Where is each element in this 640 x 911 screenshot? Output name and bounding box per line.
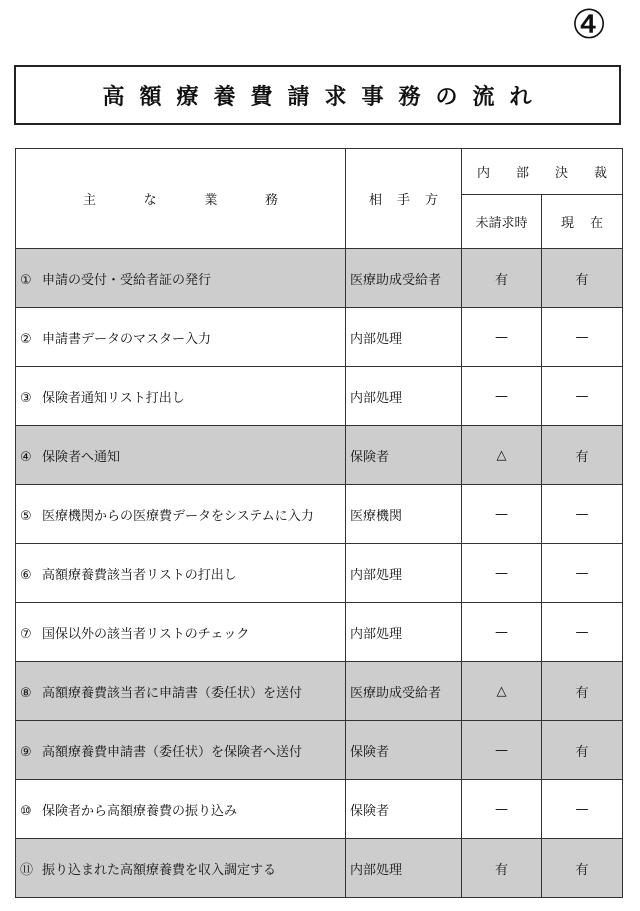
row-number: ⑦: [20, 626, 32, 642]
header-current-char: 在: [589, 216, 603, 231]
task-text: 国保以外の該当者リストのチェック: [42, 626, 250, 642]
row-number: ⑨: [20, 744, 32, 760]
current-cell: 有: [542, 721, 623, 780]
partner-cell: 保険者: [346, 426, 462, 485]
title-box: [14, 65, 621, 125]
header-partner-char: 手: [396, 193, 410, 208]
header-task-char: 業: [204, 193, 218, 208]
task-text: 保険者通知リスト打出し: [42, 390, 185, 406]
partner-cell: 医療助成受給者: [346, 249, 462, 308]
partner-cell: 保険者: [346, 780, 462, 839]
unbilled-cell: —: [462, 367, 542, 426]
task-cell: [16, 721, 346, 780]
row-number: ②: [20, 331, 32, 347]
current-cell: 有: [542, 249, 623, 308]
header-partner-char: 方: [424, 193, 438, 208]
partner-cell: 医療機関: [346, 485, 462, 544]
task-cell: [16, 485, 346, 544]
unbilled-cell: —: [462, 308, 542, 367]
task-cell: [16, 426, 346, 485]
page-title: 高額療養費請求事務の流れ: [102, 84, 547, 110]
partner-cell: 内部処理: [346, 603, 462, 662]
task-cell: [16, 662, 346, 721]
unbilled-cell: —: [462, 603, 542, 662]
current-cell: 有: [542, 839, 623, 898]
task-text: 保険者へ通知: [42, 449, 121, 465]
task-cell: [16, 603, 346, 662]
task-text: 申請書データのマスター入力: [42, 331, 212, 347]
task-cell: [16, 839, 346, 898]
row-number: ①: [20, 272, 32, 288]
partner-cell: 保険者: [346, 721, 462, 780]
partner-cell: 内部処理: [346, 839, 462, 898]
row-number: ⑤: [20, 508, 32, 524]
workflow-table: [15, 148, 623, 898]
current-cell: —: [542, 780, 623, 839]
table-row: [16, 780, 623, 839]
task-text: 保険者から高額療養費の振り込み: [42, 803, 238, 819]
row-number: ④: [20, 449, 32, 465]
header-partner: [346, 149, 462, 249]
table-row: [16, 721, 623, 780]
header-task-char: 務: [264, 193, 278, 208]
header-internal-char: 内: [477, 166, 491, 181]
unbilled-cell: 有: [462, 249, 542, 308]
page-number: ④: [571, 2, 607, 48]
table-row: [16, 603, 623, 662]
task-text: 医療機関からの医療費データをシステムに入力: [42, 508, 314, 524]
task-text: 振り込まれた高額療養費を収入調定する: [42, 862, 277, 878]
unbilled-cell: —: [462, 780, 542, 839]
unbilled-cell: —: [462, 721, 542, 780]
partner-cell: 内部処理: [346, 544, 462, 603]
current-cell: —: [542, 485, 623, 544]
table-row: [16, 249, 623, 308]
current-cell: —: [542, 308, 623, 367]
unbilled-cell: 有: [462, 839, 542, 898]
unbilled-cell: —: [462, 544, 542, 603]
partner-cell: 内部処理: [346, 367, 462, 426]
current-cell: —: [542, 603, 623, 662]
row-number: ⑧: [20, 685, 32, 701]
row-number: ⑪: [20, 862, 34, 878]
unbilled-cell: △: [462, 426, 542, 485]
task-cell: [16, 780, 346, 839]
task-text: 高額療養費申請書（委任状）を保険者へ送付: [42, 744, 303, 760]
partner-cell: 内部処理: [346, 308, 462, 367]
row-number: ③: [20, 390, 32, 406]
unbilled-cell: —: [462, 485, 542, 544]
header-internal-char: 決: [554, 166, 568, 181]
row-number: ⑩: [20, 803, 32, 819]
task-text: 高額療養費該当者リストの打出し: [42, 567, 237, 583]
task-cell: [16, 367, 346, 426]
unbilled-cell: △: [462, 662, 542, 721]
header-current-char: 現: [561, 216, 575, 231]
header-internal-approval: [462, 149, 623, 195]
task-text: 高額療養費該当者に申請書（委任状）を送付: [42, 685, 303, 701]
table-row: [16, 662, 623, 721]
current-cell: —: [542, 544, 623, 603]
table-row: [16, 485, 623, 544]
header-internal-char: 部: [515, 166, 529, 181]
header-internal-char: 裁: [593, 166, 607, 181]
header-task-char: な: [143, 193, 157, 208]
table-row: [16, 367, 623, 426]
current-cell: 有: [542, 662, 623, 721]
header-unbilled: 未請求時: [462, 195, 542, 249]
table-row: [16, 544, 623, 603]
table-row: [16, 426, 623, 485]
task-cell: [16, 249, 346, 308]
task-cell: [16, 544, 346, 603]
task-text: 申請の受付・受給者証の発行: [42, 272, 212, 288]
header-current: [542, 195, 623, 249]
header-task: [16, 149, 346, 249]
row-number: ⑥: [20, 567, 32, 583]
current-cell: —: [542, 367, 623, 426]
table-row: [16, 308, 623, 367]
table-row: [16, 839, 623, 898]
header-task-char: 主: [83, 193, 97, 208]
current-cell: 有: [542, 426, 623, 485]
partner-cell: 医療助成受給者: [346, 662, 462, 721]
header-partner-char: 相: [369, 193, 383, 208]
task-cell: [16, 308, 346, 367]
